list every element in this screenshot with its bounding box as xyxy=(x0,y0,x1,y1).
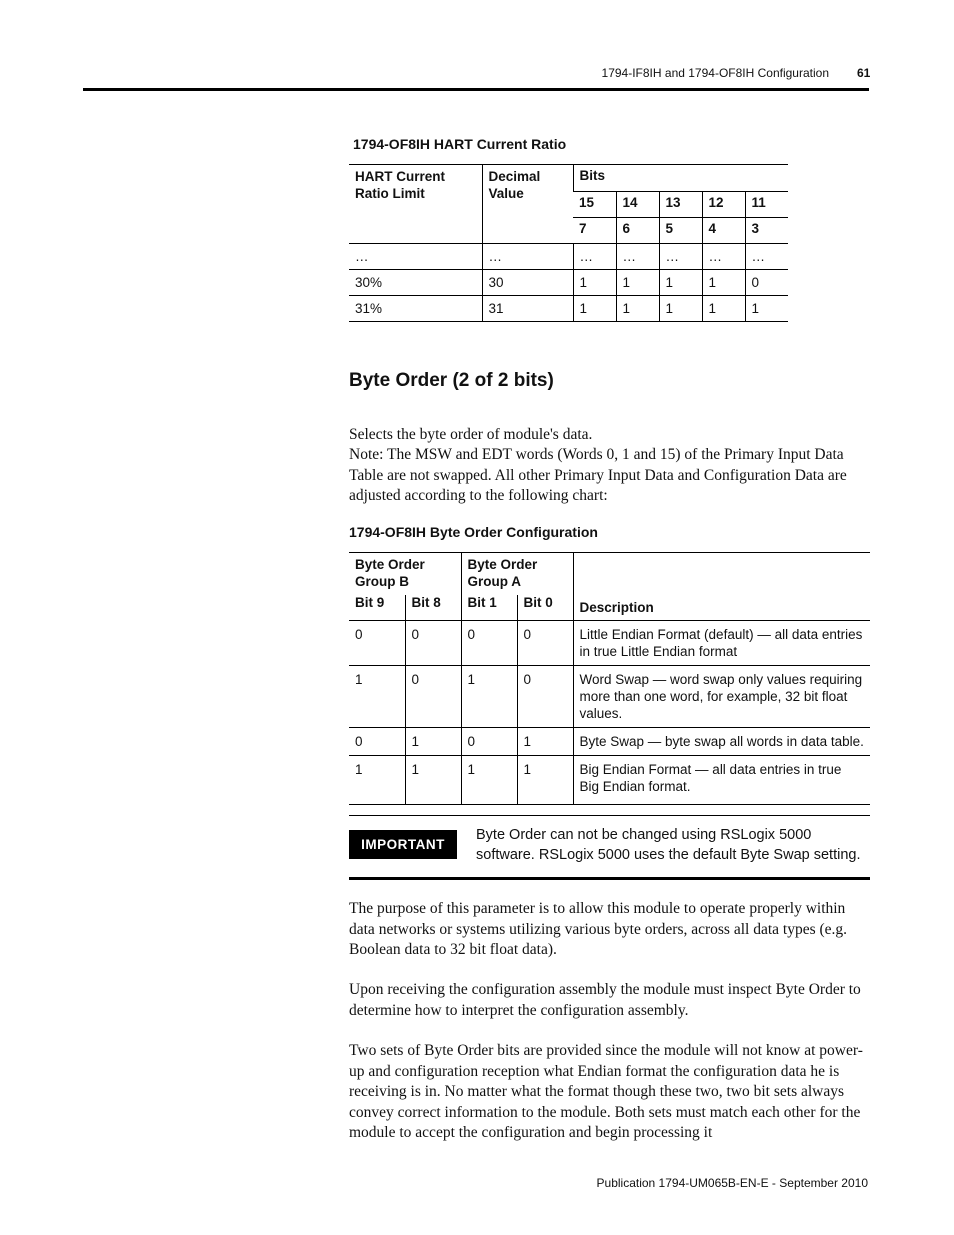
table-cell: … xyxy=(482,244,573,270)
table-cell: 1 xyxy=(355,762,363,777)
bit-header: 11 xyxy=(745,192,788,218)
important-badge: IMPORTANT xyxy=(349,830,457,859)
col-bits: Bits xyxy=(573,165,788,192)
bit-header: Bit 1 xyxy=(461,595,517,621)
table-cell: 1 xyxy=(461,666,517,728)
bit-header: 13 xyxy=(659,192,702,218)
description-cell: Byte Swap — byte swap all words in data table. xyxy=(573,728,870,756)
table-row xyxy=(349,728,870,756)
section-title: Byte Order (2 of 2 bits) xyxy=(349,370,554,391)
table-cell: 1 xyxy=(702,296,745,322)
important-text: Byte Order can not be changed using RSLogix 5000 software. RSLogix 5000 uses the default Byte Swap setting. xyxy=(476,827,861,863)
paragraph: The purpose of this parameter is to allow this module to operate properly within data networks or systems utilizing various byte orders, across all data types (e.g. Boolean data to 32 bit float data). xyxy=(349,900,848,958)
description-cell: Big Endian Format — all data entries in true Big Endian format. xyxy=(573,756,870,805)
table-cell: 1 xyxy=(349,666,405,728)
table-cell: 30 xyxy=(482,270,573,296)
table-cell: 1 xyxy=(659,270,702,296)
table-cell: … xyxy=(659,244,702,270)
table-cell: 31 xyxy=(482,296,573,322)
header-rule xyxy=(83,88,869,91)
table-row xyxy=(349,666,870,728)
description-cell: Word Swap — word swap only values requiring more than one word, for example, 32 bit float values. xyxy=(573,666,870,728)
description-header: Description xyxy=(573,553,870,621)
hart-current-ratio-table xyxy=(349,164,788,322)
col-ratio-limit: HART Current Ratio Limit xyxy=(349,165,482,244)
bit-header: 14 xyxy=(616,192,659,218)
bit-header: 4 xyxy=(702,218,745,244)
bit-header: 6 xyxy=(616,218,659,244)
table2-caption: 1794-OF8IH Byte Order Configuration xyxy=(349,524,598,540)
publication-footer: Publication 1794-UM065B-EN-E - September 2010 xyxy=(596,1176,868,1190)
table-cell: … xyxy=(745,244,788,270)
table-row xyxy=(349,270,788,296)
table-cell: 1 xyxy=(405,756,461,805)
table-cell: … xyxy=(573,244,616,270)
bit-header: Bit 8 xyxy=(405,595,461,621)
group-a-header: Byte Order Group A xyxy=(461,553,573,595)
paragraph: Two sets of Byte Order bits are provided since the module will not know at power-up and configuration reception what Endian format the configuration data he is receiving is in. No matter what the format though these two, two bit sets always convey correct information to the module. Both sets must match each other for the module to accept the configuration and begin processing it xyxy=(349,1042,863,1141)
bit-header: Bit 0 xyxy=(517,595,573,621)
intro-text: Selects the byte order of module's data. xyxy=(349,426,593,443)
table-cell: 0 xyxy=(405,621,461,666)
paragraph: Upon receiving the configuration assembly the module must inspect Byte Order to determine how to interpret the configuration assembly. xyxy=(349,981,861,1019)
table-cell: 1 xyxy=(517,728,573,756)
table-cell: … xyxy=(702,244,745,270)
table-cell: 31% xyxy=(355,301,383,316)
col-decimal-value: Decimal Value xyxy=(482,165,573,244)
table-cell: 1 xyxy=(573,270,616,296)
byte-order-table xyxy=(349,552,870,805)
table-cell: 0 xyxy=(517,666,573,728)
group-b-header: Byte Order Group B xyxy=(355,557,425,589)
page-number: 61 xyxy=(857,66,871,80)
description-cell: Little Endian Format (default) — all data entries in true Little Endian format xyxy=(573,621,870,666)
table1-caption: 1794-OF8IH HART Current Ratio xyxy=(353,136,567,152)
important-bottom-rule xyxy=(349,877,870,880)
table-cell: 1 xyxy=(616,296,659,322)
table-cell: 0 xyxy=(349,621,405,666)
table-cell: 1 xyxy=(405,728,461,756)
table-row xyxy=(349,296,788,322)
table-cell: … xyxy=(616,244,659,270)
bit-header: Bit 9 xyxy=(349,595,405,621)
note-text: Note: The MSW and EDT words (Words 0, 1 and 15) of the Primary Input Data Table are not swapped. All other Primary Input Data and Configuration Data are adjusted according to the following chart: xyxy=(349,446,847,504)
bit-header: 15 xyxy=(573,192,616,218)
table-cell: 0 xyxy=(461,621,517,666)
table-cell: … xyxy=(349,244,482,270)
table-cell: 0 xyxy=(349,728,405,756)
table-cell: 0 xyxy=(517,621,573,666)
table-cell: 0 xyxy=(405,666,461,728)
table-cell: 1 xyxy=(517,756,573,805)
bit-header: 3 xyxy=(745,218,788,244)
table-cell: 1 xyxy=(461,756,517,805)
table-cell: 1 xyxy=(659,296,702,322)
table-cell: 1 xyxy=(702,270,745,296)
important-top-rule xyxy=(349,815,870,816)
table-cell: 0 xyxy=(461,728,517,756)
table-cell: 1 xyxy=(745,296,788,322)
bit-header: 7 xyxy=(573,218,616,244)
bit-header: 12 xyxy=(702,192,745,218)
table-cell: 1 xyxy=(573,296,616,322)
table-row xyxy=(349,756,870,805)
table-cell: 1 xyxy=(616,270,659,296)
table-cell: 30% xyxy=(349,270,482,296)
table-cell: 0 xyxy=(745,270,788,296)
table-row xyxy=(349,621,870,666)
table-row xyxy=(349,244,788,270)
running-header: 1794-IF8IH and 1794-OF8IH Configuration xyxy=(601,66,829,80)
bit-header: 5 xyxy=(659,218,702,244)
